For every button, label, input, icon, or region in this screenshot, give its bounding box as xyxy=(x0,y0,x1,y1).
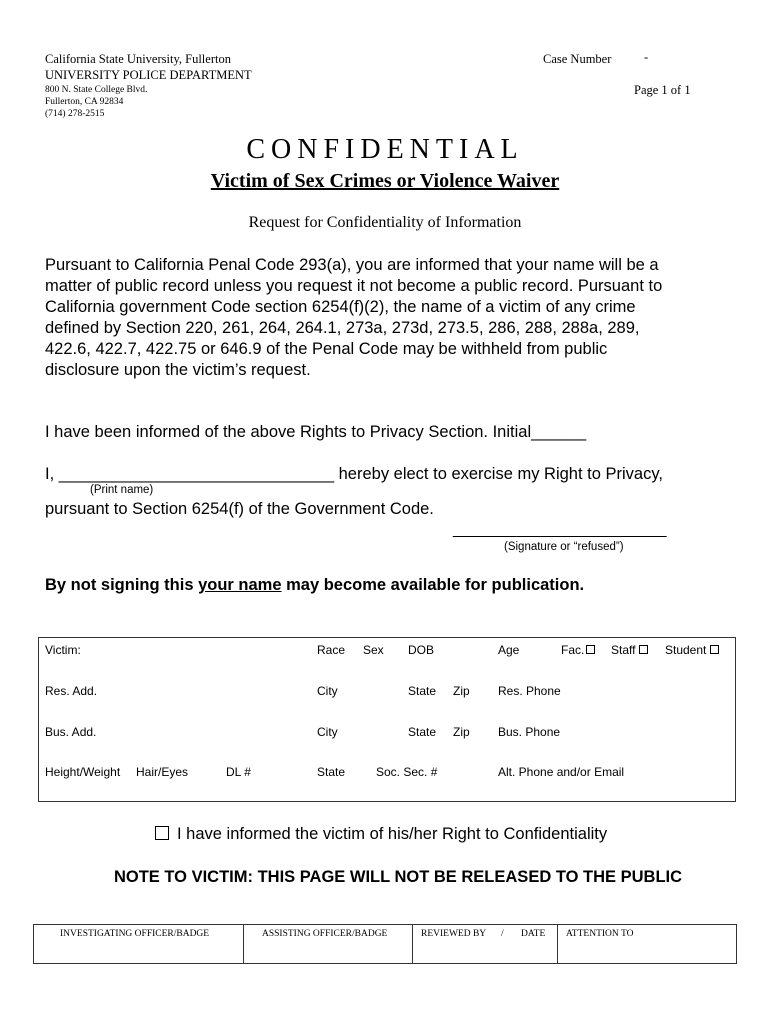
request-line: Request for Confidentiality of Information xyxy=(248,214,522,231)
column-divider xyxy=(412,925,413,963)
phone-number: (714) 278-2515 xyxy=(45,109,105,119)
form-subtitle: Victim of Sex Crimes or Violence Waiver xyxy=(210,170,560,192)
paragraph-line: disclosure upon the victim’s request. xyxy=(45,361,311,379)
bus-address-label: Bus. Add. xyxy=(45,725,97,739)
paragraph-line: matter of public record unless you request it not become a public record. Pursuant to xyxy=(45,277,663,295)
warning-underlined: your name xyxy=(198,576,282,594)
attention-to-label: ATTENTION TO xyxy=(566,929,634,939)
address-line-2: Fullerton, CA 92834 xyxy=(45,97,124,107)
page-info: Page 1 of 1 xyxy=(634,83,691,97)
dob-label: DOB xyxy=(408,643,435,657)
page-title: CONFIDENTIAL xyxy=(246,134,524,165)
height-weight-label: Height/Weight xyxy=(45,765,121,779)
legal-paragraph xyxy=(45,255,725,381)
race-label: Race xyxy=(317,643,346,657)
case-number-label: Case Number xyxy=(543,52,612,66)
victim-info-table xyxy=(38,637,736,802)
res-phone-label: Res. Phone xyxy=(498,684,561,698)
column-divider xyxy=(557,925,558,963)
officer-table xyxy=(33,924,737,964)
victim-label: Victim: xyxy=(45,643,81,657)
assisting-officer-label: ASSISTING OFFICER/BADGE xyxy=(262,929,388,939)
paragraph-line: 422.6, 422.7, 422.75 or 646.9 of the Penal Code may be withheld from public xyxy=(45,340,608,358)
case-number-value: - xyxy=(644,50,649,64)
hair-eyes-label: Hair/Eyes xyxy=(136,765,189,779)
staff-checkbox[interactable] xyxy=(639,645,648,654)
bus-phone-label: Bus. Phone xyxy=(498,725,561,739)
signature-field[interactable]: ________________________ xyxy=(453,521,667,538)
student-checkbox[interactable] xyxy=(710,645,719,654)
student-option[interactable] xyxy=(665,643,719,657)
paragraph-line: California government Code section 6254(f)(2), the name of a victim of any crime xyxy=(45,298,636,316)
reviewed-by-label: REVIEWED BY xyxy=(421,929,487,939)
sex-label: Sex xyxy=(363,643,384,657)
confidentiality-confirmation[interactable] xyxy=(155,825,607,844)
paragraph-line: defined by Section 220, 261, 264, 264.1, 273a, 273d, 273.5, 286, 288, 288a, 289, xyxy=(45,319,640,337)
res-state-label: State xyxy=(408,684,437,698)
res-zip-label: Zip xyxy=(453,684,470,698)
publication-warning xyxy=(45,576,584,595)
paragraph-line: Pursuant to California Penal Code 293(a), you are informed that your name will be a xyxy=(45,256,659,274)
faculty-checkbox[interactable] xyxy=(586,645,595,654)
department-name: UNIVERSITY POLICE DEPARTMENT xyxy=(45,68,252,82)
res-city-label: City xyxy=(317,684,338,698)
staff-label: Staff xyxy=(611,643,636,657)
res-address-label: Res. Add. xyxy=(45,684,98,698)
address-line-1: 800 N. State College Blvd. xyxy=(45,85,148,95)
dl-state-label: State xyxy=(317,765,346,779)
column-divider xyxy=(243,925,244,963)
soc-sec-label: Soc. Sec. # xyxy=(376,765,438,779)
victim-note: NOTE TO VICTIM: THIS PAGE WILL NOT BE RELEASED TO THE PUBLIC xyxy=(113,868,683,886)
pursuant-line: pursuant to Section 6254(f) of the Government Code. xyxy=(45,500,434,518)
staff-option[interactable] xyxy=(611,643,648,657)
reviewed-slash: / xyxy=(501,929,504,939)
signature-label: (Signature or “refused”) xyxy=(504,541,624,553)
initial-field[interactable]: I have been informed of the above Rights to Privacy Section. Initial______ xyxy=(45,423,587,441)
faculty-option[interactable] xyxy=(561,643,595,657)
warning-post: may become available for publication. xyxy=(281,576,585,594)
bus-city-label: City xyxy=(317,725,338,739)
confirm-checkbox[interactable] xyxy=(155,826,169,840)
alt-phone-label: Alt. Phone and/or Email xyxy=(498,765,625,779)
print-name-field[interactable]: I, ______________________________ hereby elect to exercise my Right to Privacy, xyxy=(45,465,663,483)
print-name-label: (Print name) xyxy=(90,484,154,496)
faculty-label: Fac. xyxy=(561,643,585,657)
age-label: Age xyxy=(498,643,520,657)
student-label: Student xyxy=(665,643,707,657)
warning-pre: By not signing this xyxy=(45,576,199,594)
confirm-label: I have informed the victim of his/her Right to Confidentiality xyxy=(177,825,608,843)
bus-state-label: State xyxy=(408,725,437,739)
institution-name: California State University, Fullerton xyxy=(45,52,231,66)
bus-zip-label: Zip xyxy=(453,725,470,739)
investigating-officer-label: INVESTIGATING OFFICER/BADGE xyxy=(60,929,210,939)
dl-number-label: DL # xyxy=(226,765,251,779)
date-label: DATE xyxy=(521,929,546,939)
